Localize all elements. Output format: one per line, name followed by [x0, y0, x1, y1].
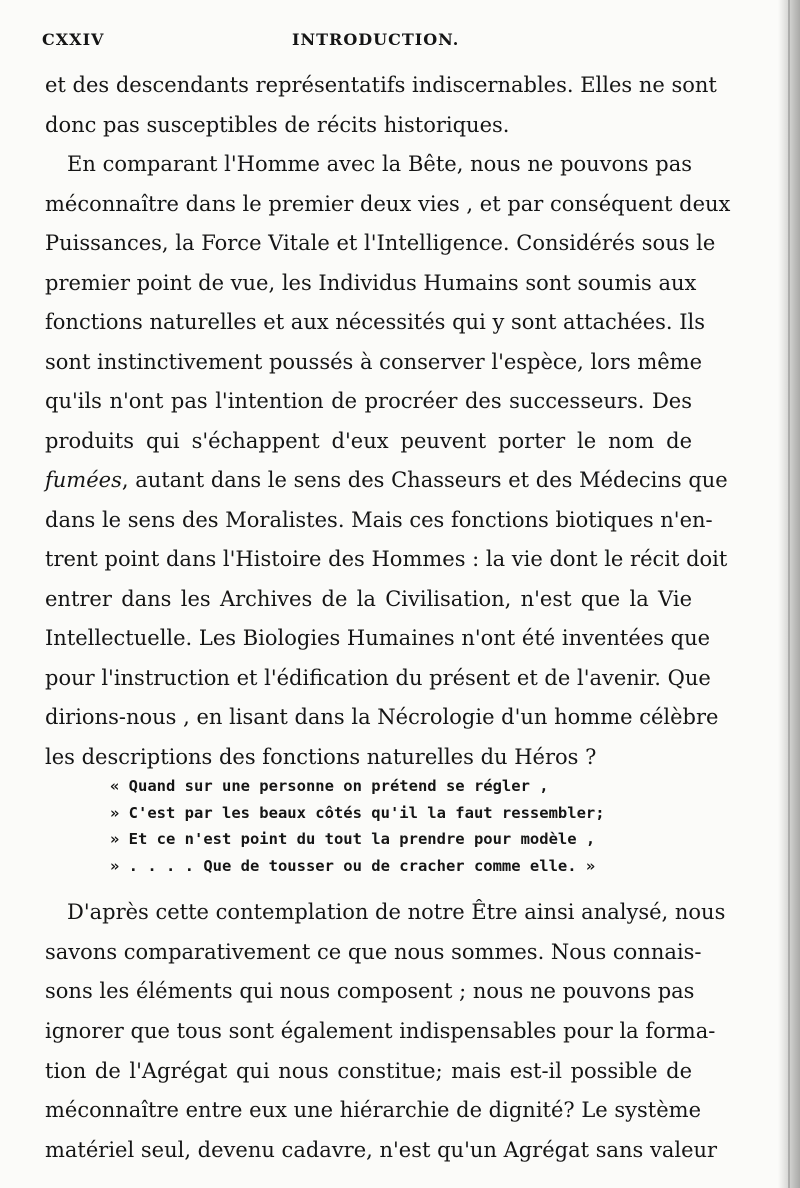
text-line: matériel seul, devenu cadavre, n'est qu'un Agrégat sans valeur: [45, 1138, 718, 1163]
text-line: les descriptions des fonctions naturelles du Héros ?: [45, 744, 597, 769]
text-segment: , autant dans le sens des Chasseurs et des Médecins que: [121, 468, 728, 492]
text-line-with-italic: [45, 461, 728, 501]
text-line: Intellectuelle. Les Biologies Humaines n'ont été inventées que: [45, 626, 711, 650]
quote-line: » C'est par les beaux côtés qu'il la faut ressembler;: [110, 803, 605, 822]
text-line: dans le sens des Moralistes. Mais ces fonctions biotiques n'en-: [45, 507, 713, 532]
verse-quotation: [110, 773, 630, 879]
text-line: méconnaître dans le premier deux vies , et par conséquent deux: [45, 191, 731, 216]
quote-line: « Quand sur une personne on prétend se régler ,: [110, 777, 549, 795]
text-line: ignorer que tous sont également indispensables pour la forma-: [45, 1019, 716, 1044]
body-text-lower: [45, 893, 726, 1171]
text-line: sons les éléments qui nous composent ; nous ne pouvons pas: [45, 979, 695, 1004]
text-line: tion de l'Agrégat qui nous constitue; mais est-il possible de: [45, 1058, 692, 1083]
italic-word: fumées: [45, 468, 122, 492]
text-line: Puissances, la Force Vitale et l'Intelligence. Considérés sous le: [45, 231, 716, 255]
text-line: D'après cette contemplation de notre Être ainsi analysé, nous: [67, 900, 726, 924]
page-edge-line: [788, 0, 790, 1188]
text-line: trent point dans l'Histoire des Hommes : la vie dont le récit doit: [45, 547, 728, 571]
text-line: méconnaître entre eux une hiérarchie de dignité? Le système: [45, 1098, 702, 1123]
body-text-upper: [45, 66, 731, 777]
text-line: dirions-nous , en lisant dans la Nécrologie d'un homme célèbre: [45, 705, 719, 729]
text-line: et des descendants représentatifs indiscernables. Elles ne sont: [45, 73, 717, 97]
text-line: qu'ils n'ont pas l'intention de procréer des successeurs. Des: [45, 389, 692, 413]
quote-line: » Et ce n'est point du tout la prendre pour modèle ,: [110, 830, 596, 848]
page-number: CXXIV: [42, 30, 105, 49]
running-title: INTRODUCTION.: [292, 30, 460, 49]
text-line: fonctions naturelles et aux nécessités qui y sont attachées. Ils: [45, 310, 706, 334]
text-line: donc pas susceptibles de récits historiques.: [45, 112, 510, 137]
text-line: sont instinctivement poussés à conserver l'espèce, lors même: [45, 349, 702, 374]
text-line: savons comparativement ce que nous sommes. Nous connais-: [45, 939, 702, 964]
quote-line: » . . . . Que de tousser ou de cracher comme elle. »: [110, 856, 596, 875]
text-line: produits qui s'échappent d'eux peuvent porter le nom de: [45, 428, 692, 453]
running-head: [42, 30, 692, 54]
text-line: premier point de vue, les Individus Humains sont soumis aux: [45, 270, 697, 295]
text-line: pour l'instruction et l'édification du présent et de l'avenir. Que: [45, 665, 711, 690]
text-line: entrer dans les Archives de la Civilisation, n'est que la Vie: [45, 586, 692, 611]
text-line: En comparant l'Homme avec la Bête, nous ne pouvons pas: [67, 152, 692, 176]
